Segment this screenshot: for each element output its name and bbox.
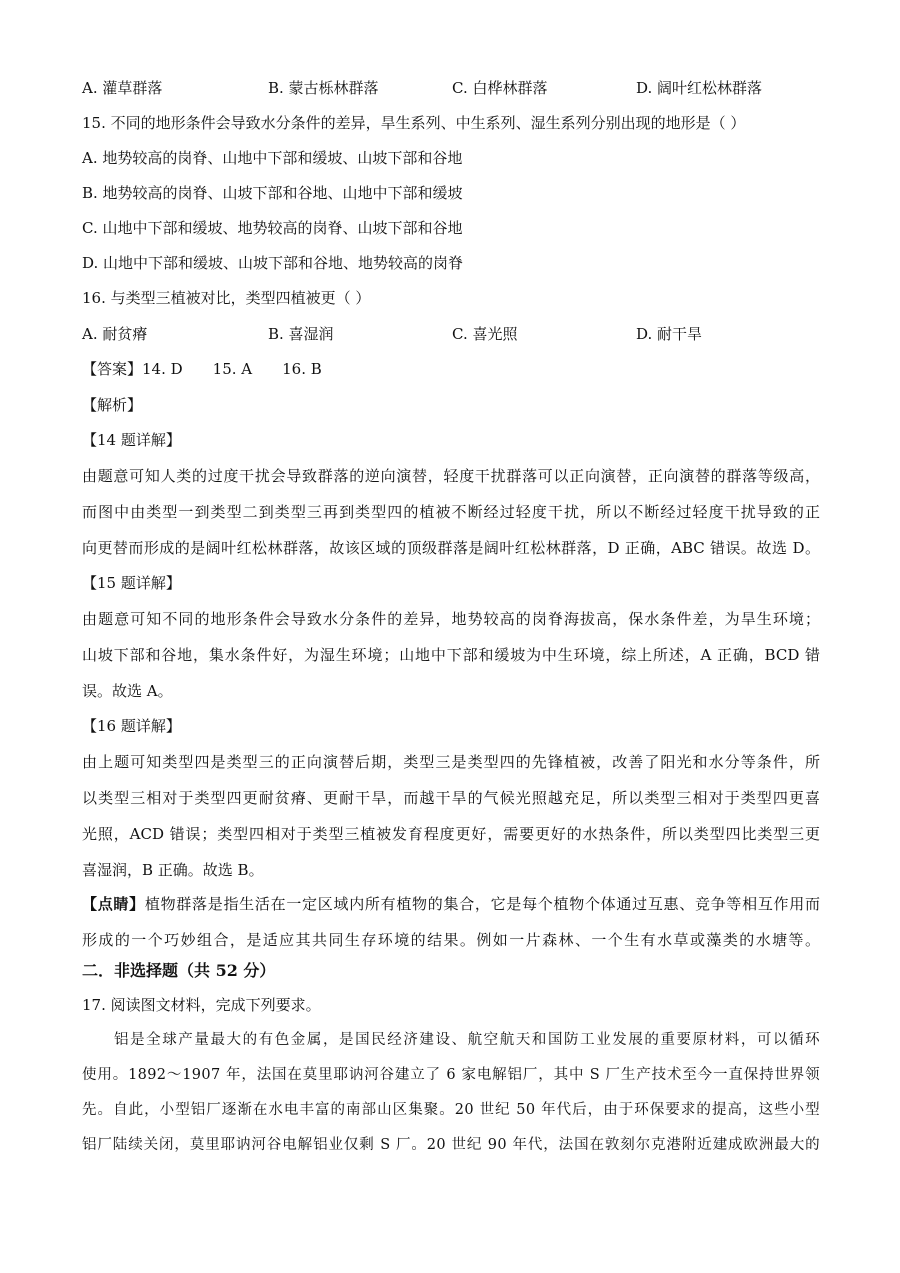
detail15-title: 【15 题详解】 [82, 574, 181, 592]
section-heading: 二．非选择题（共 52 分） [82, 961, 276, 980]
tip-label: 【点睛】 [82, 895, 145, 913]
q17-material-line: 先。自此，小型铝厂逐渐在水电丰富的南部山区集聚。20 世纪 50 年代后，由于环保要求的提高，这些小型 [82, 1102, 820, 1118]
detail15-line: 误。故选 A。 [82, 682, 173, 700]
answer-15: 15. A [212, 360, 253, 378]
q15-option-b: B. 地势较高的岗脊、山坡下部和谷地、山地中下部和缓坡 [82, 184, 463, 202]
q14-option-c: C. 白桦林群落 [452, 79, 548, 97]
q16-option-b: B. 喜湿润 [268, 325, 334, 343]
detail14-line: 由题意可知人类的过度干扰会导致群落的逆向演替，轻度干扰群落可以正向演替，正向演替的群落等级高， [82, 467, 820, 485]
q15-stem: 15. 不同的地形条件会导致水分条件的差异，旱生系列、中生系列、湿生系列分别出现的地形是（ ） [82, 114, 746, 132]
detail15-line: 由题意可知不同的地形条件会导致水分条件的差异，地势较高的岗脊海拔高，保水条件差，为旱生环境； [82, 610, 820, 628]
q15-option-d: D. 山地中下部和缓坡、山坡下部和谷地、地势较高的岗脊 [82, 254, 464, 272]
detail14-title: 【14 题详解】 [82, 431, 181, 449]
tip-text: 植物群落是指生活在一定区域内所有植物的集合，它是每个植物个体通过互惠、竞争等相互作用而 [144, 895, 820, 913]
detail16-line: 由上题可知类型四是类型三的正向演替后期，类型三是类型四的先锋植被，改善了阳光和水分等条件，所 [82, 753, 820, 771]
analysis-label: 【解析】 [82, 396, 143, 414]
q17-material-line: 铝是全球产量最大的有色金属，是国民经济建设、航空航天和国防工业发展的重要原材料，可以循环 [114, 1032, 820, 1048]
q16-stem: 16. 与类型三植被对比，类型四植被更（ ） [82, 289, 371, 307]
q16-option-a: A. 耐贫瘠 [82, 325, 148, 343]
detail16-line: 喜湿润，B 正确。故选 B。 [82, 861, 264, 879]
answer-14: 14. D [142, 360, 183, 378]
detail16-title: 【16 题详解】 [82, 717, 181, 735]
q16-option-c: C. 喜光照 [452, 325, 518, 343]
q14-option-a: A. 灌草群落 [82, 79, 163, 97]
q17-material-line: 使用。1892～1907 年，法国在莫里耶讷河谷建立了 6 家电解铝厂，其中 S 厂生产技术至今一直保持世界领 [82, 1067, 820, 1083]
detail14-line: 向更替而形成的是阔叶红松林群落，故该区域的顶级群落是阔叶红松林群落，D 正确，ABC 错误。故选 D。 [82, 539, 820, 557]
detail16-line: 以类型三相对于类型四更耐贫瘠、更耐干旱，而越干旱的气候光照越充足，所以类型三相对于类型四更喜 [82, 789, 820, 807]
q16-option-d: D. 耐干旱 [636, 325, 703, 343]
detail15-line: 山坡下部和谷地，集水条件好，为湿生环境；山地中下部和缓坡为中生环境，综上所述，A 正确，BCD 错 [82, 646, 820, 664]
q15-option-c: C. 山地中下部和缓坡、地势较高的岗脊、山坡下部和谷地 [82, 219, 463, 237]
detail16-line: 光照，ACD 错误；类型四相对于类型三植被发育程度更好，需要更好的水热条件，所以类型四比类型三更 [82, 825, 820, 843]
q14-option-d: D. 阔叶红松林群落 [636, 79, 763, 97]
q17-material-line: 铝厂陆续关闭，莫里耶讷河谷电解铝业仅剩 S 厂。20 世纪 90 年代，法国在敦刻尔克港附近建成欧洲最大的 [82, 1137, 820, 1153]
q14-option-b: B. 蒙古栎林群落 [268, 79, 379, 97]
q17-stem: 17. 阅读图文材料，完成下列要求。 [82, 996, 321, 1014]
answer-line [82, 359, 322, 379]
detail14-line: 而图中由类型一到类型二到类型三再到类型四的植被不断经过轻度干扰，所以不断经过轻度干扰导致的正 [82, 503, 820, 521]
answer-16: 16. B [282, 360, 322, 378]
answer-label: 【答案】 [82, 360, 143, 378]
tip-line: 形成的一个巧妙组合，是适应其共同生存环境的结果。例如一片森林、一个生有水草或藻类的水塘等。 [82, 931, 820, 949]
tip-line [82, 894, 820, 914]
q15-option-a: A. 地势较高的岗脊、山地中下部和缓坡、山坡下部和谷地 [82, 149, 463, 167]
